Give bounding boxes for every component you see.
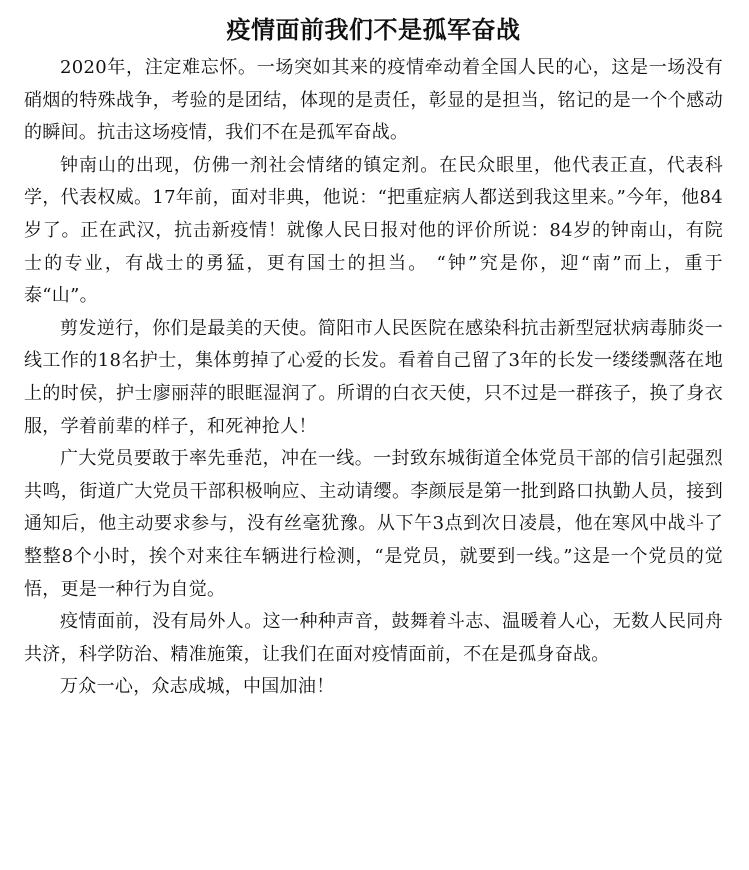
paragraph-nurses: 剪发逆行，你们是最美的天使。简阳市人民医院在感染科抗击新型冠状病毒肺炎一线工作的18名护士，集体剪掉了心爱的长发。看着自己留了3年的长发一缕缕飘落在地上的时侯，护士廖丽萍的眼眶湿润了。所谓的白衣天使，只不过是一群孩子，换了身衣服，学着前辈的样子，和死神抢人！ — [24, 317, 723, 437]
paragraph-no-outsiders: 疫情面前，没有局外人。这一种种声音，鼓舞着斗志、温暖着人心，无数人民同舟共济，科学防治、精准施策，让我们在面对疫情面前，不在是孤身奋战。 — [24, 611, 723, 665]
document-title: 疫情面前我们不是孤军奋战 — [226, 16, 521, 44]
paragraph-party-members: 广大党员要敢于率先垂范，冲在一线。一封致东城街道全体党员干部的信引起强烈共鸣，街道广大党员干部积极响应、主动请缨。李颜辰是第一批到路口执勤人员，接到通知后，他主动要求参与，没有丝毫犹豫。从下午3点到次日凌晨，他在寒风中战斗了整整8个小时，挨个对来往车辆进行检测，“是党员，就要到一线。”这是一个党员的觉悟，更是一种行为自觉。 — [24, 448, 723, 600]
paragraph-intro: 2020年，注定难忘怀。一场突如其来的疫情牵动着全国人民的心，这是一场没有硝烟的特殊战争，考验的是团结，体现的是责任，彰显的是担当，铭记的是一个个感动的瞬间。抗击这场疫情，我们不在是孤军奋战。 — [24, 57, 723, 144]
paragraph-zhong-nanshan: 钟南山的出现，仿佛一剂社会情绪的镇定剂。在民众眼里，他代表正直，代表科学，代表权威。17年前，面对非典，他说：“把重症病人都送到我这里来。”今年，他84岁了。正在武汉，抗击新疫情！就像人民日报对他的评价所说：84岁的钟南山，有院士的专业，有战士的勇猛，更有国士的担当。 “钟”究是你，迎“南”而上，重于泰“山”。 — [24, 154, 723, 307]
paragraph-closing: 万众一心，众志成城，中国加油！ — [60, 676, 335, 698]
